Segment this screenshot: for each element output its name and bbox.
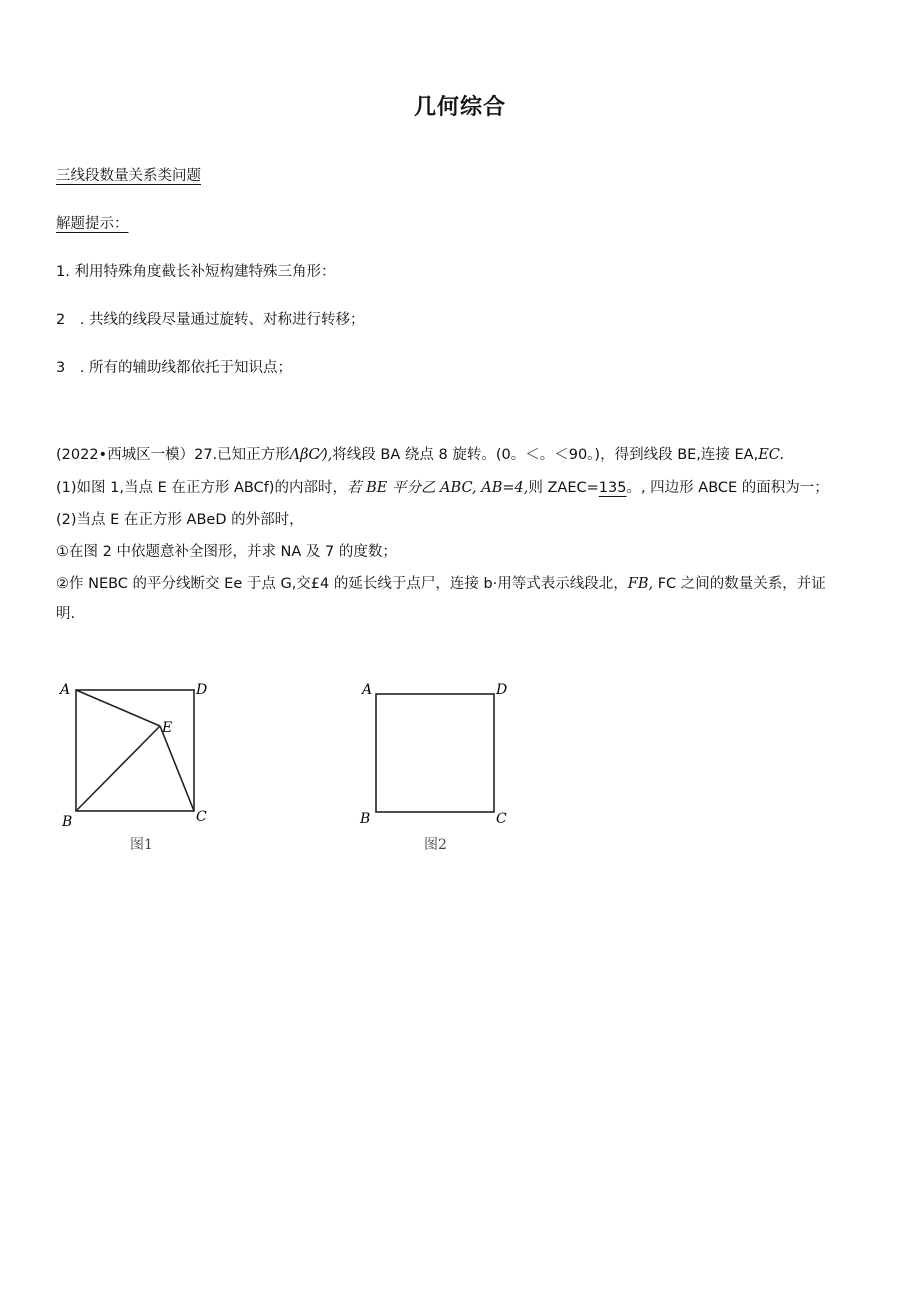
intro-square-name: ΛβC⁄), [289, 447, 333, 463]
square-abcd [376, 694, 494, 812]
hint-item: 3 . 所有的辅助线都依托于知识点； [56, 360, 292, 376]
part-1-text: (1)如图 1,当点 E 在正方形 ABCf)的内部时， [56, 480, 347, 496]
section-heading: 三线段数量关系类问题 [56, 168, 201, 184]
question-1: ①在图 2 中依题意补全图形，并求 NA 及 7 的度数； [56, 544, 397, 560]
vertex-label-d: D [496, 682, 508, 698]
question-2 [56, 572, 826, 593]
vertex-label-b: B [62, 814, 73, 830]
figure-2-caption: 图2 [424, 837, 447, 853]
part-1 [56, 476, 829, 497]
figure-2 [350, 670, 530, 860]
question-2-text: FC 之间的数量关系，并证 [657, 576, 826, 592]
vertex-label-a: A [362, 682, 373, 698]
intro-text: (2022•西城区一模）27.已知正方形 [56, 447, 290, 463]
segment-ce [160, 726, 194, 811]
part-1-answer: 135 [598, 480, 627, 496]
problem-intro [56, 443, 784, 464]
figure-1 [50, 670, 230, 860]
segment-be [76, 726, 160, 811]
vertex-label-c: C [196, 809, 207, 825]
part-1-condition: 若 BE 平分乙 ABC, AB=4, [346, 480, 529, 496]
question-2-segment: FB, [627, 576, 658, 592]
vertex-label-a: A [60, 682, 71, 698]
intro-text: 将线段 BA 绕点 8 旋转。(0。＜。＜90。)，得到线段 BE,连接 EA, [332, 447, 759, 463]
vertex-label-e: E [162, 720, 173, 736]
segment-ae [76, 690, 160, 726]
vertex-label-d: D [196, 682, 208, 698]
intro-segment: EC. [758, 447, 784, 463]
hint-item: 2 . 共线的线段尽量通过旋转、对称进行转移； [56, 312, 365, 328]
question-2-end: 明. [56, 606, 76, 622]
figure-1-caption: 图1 [130, 837, 153, 853]
vertex-label-c: C [496, 811, 507, 827]
question-2-text: ②作 NEBC 的平分线断交 Ee 于点 G,交£4 的延长线于点尸，连接 b·用等式表示线段北， [56, 576, 628, 592]
vertex-label-b: B [360, 811, 371, 827]
page-title: 几何综合 [413, 95, 506, 120]
hints-label: 解题提示： [56, 216, 129, 232]
part-1-text: 。, 四边形 ABCE 的面积为一； [626, 480, 829, 496]
part-1-text: 则 ZAEC= [528, 480, 599, 496]
part-2: (2)当点 E 在正方形 ABeD 的外部时， [56, 512, 304, 528]
hint-item: 1. 利用特殊角度截长补短构建特殊三角形： [56, 264, 336, 280]
